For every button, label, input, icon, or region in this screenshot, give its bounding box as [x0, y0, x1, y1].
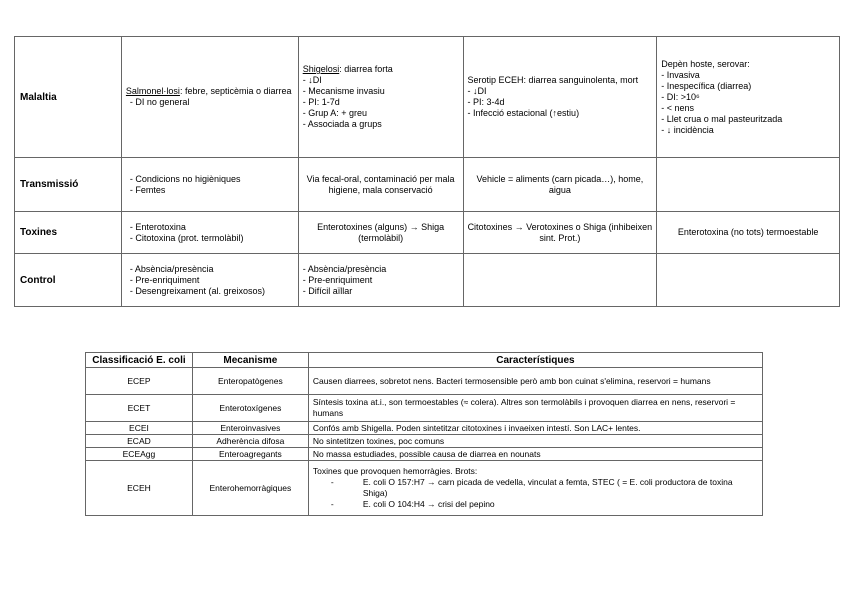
features-cell: No sintetitzen toxines, poc comuns — [308, 435, 762, 448]
cell-line: - Llet crua o mal pasteuritzada — [661, 113, 783, 124]
row-head: Toxines — [15, 212, 122, 254]
features-cell: No massa estudiades, possible causa de diarrea en nounats — [308, 448, 762, 461]
disease-desc: : diarrea forta — [339, 64, 393, 74]
table-row — [86, 461, 763, 516]
mechanism-cell: Enteroagregants — [192, 448, 308, 461]
cell-shigella-toxins: Enterotoxines (alguns) → Shiga (termolàbil) — [298, 212, 463, 254]
cell-line: - Condicions no higièniques — [129, 173, 241, 184]
cell-line: - Enterotoxina — [129, 221, 186, 232]
class-cell: ECET — [86, 395, 193, 422]
cell-line: - DI no general — [129, 97, 190, 107]
class-cell: ECEH — [86, 461, 193, 516]
bullet-item — [313, 477, 758, 499]
row-malaltia — [15, 37, 840, 158]
cell-ecoli-disease — [463, 37, 657, 158]
features-intro: Toxines que provoquen hemorràgies. Brots: — [312, 466, 478, 476]
cell-line: - Infecció estacional (↑estiu) — [467, 108, 580, 118]
cell-empty — [657, 158, 840, 212]
disease-desc: Depèn hoste, serovar: — [661, 58, 750, 69]
cell-line: - PI: 1-7d — [302, 97, 340, 107]
cell-line: - Invasiva — [661, 69, 700, 80]
cell-empty — [463, 254, 657, 307]
cell-line: - Associada a grups — [302, 119, 382, 129]
features-cell — [308, 461, 762, 516]
cell-salmonella-toxins — [121, 212, 298, 254]
mechanism-cell: Enteropatògenes — [192, 368, 308, 395]
class-cell: ECEAgg — [86, 448, 193, 461]
mechanism-cell: Enterotoxígenes — [192, 395, 308, 422]
cell-line: - ↓DI — [467, 86, 487, 96]
cell-line: - Grup A: + greu — [302, 108, 367, 118]
bullet-item — [313, 499, 758, 510]
cell-ecoli-transmission: Vehicle = aliments (carn picada…), home, aigua — [463, 158, 657, 212]
cell-line: - < nens — [661, 102, 694, 113]
table-row — [86, 435, 763, 448]
row-head: Control — [15, 254, 122, 307]
cell-shigella-disease — [298, 37, 463, 158]
bullet-dash: - — [330, 477, 334, 487]
bullet-text: E. coli O 104:H4 → crisi del pepino — [362, 499, 495, 509]
header-row — [86, 353, 763, 368]
cell-line: - ↓DI — [302, 75, 322, 85]
cell-salmonella-disease — [121, 37, 298, 158]
col-header-mecanisme: Mecanisme — [192, 353, 308, 368]
cell-shigella-control — [298, 254, 463, 307]
row-head: Transmissió — [15, 158, 122, 212]
class-cell: ECAD — [86, 435, 193, 448]
cell-ecoli-toxins: Citotoxines → Verotoxines o Shiga (inhibeixen sint. Prot.) — [463, 212, 657, 254]
cell-salmonella-transmission — [121, 158, 298, 212]
cell-line: - Mecanisme invasiu — [302, 86, 385, 96]
cell-line: - Pre-enriquiment — [129, 274, 200, 285]
mechanism-cell: Enteroinvasives — [192, 422, 308, 435]
row-transmissio — [15, 158, 840, 212]
col-header-caracteristiques: Característiques — [308, 353, 762, 368]
features-cell: Confós amb Shigella. Poden sintetitzar citotoxines i invaeixen intestí. Son LAC+ lentes. — [308, 422, 762, 435]
cell-line: - Difícil aïllar — [302, 285, 353, 296]
cell-line: - Absència/presència — [302, 263, 387, 274]
cell-line: - PI: 3-4d — [467, 97, 505, 107]
row-control — [15, 254, 840, 307]
disease-desc: Serotip ECEH: diarrea sanguinolenta, mort — [467, 75, 639, 85]
table-row — [86, 395, 763, 422]
cell-salmonella-control — [121, 254, 298, 307]
class-cell: ECEP — [86, 368, 193, 395]
col-header-classificacio: Classificació E. coli — [86, 353, 193, 368]
row-toxines — [15, 212, 840, 254]
features-cell: Síntesis toxina at.i., son termoestables (≈ colera). Altres son termolàbils i provoquen diarrea en nens, reservori = humans — [308, 395, 762, 422]
table-row — [86, 448, 763, 461]
cell-line: - ↓ incidència — [661, 124, 714, 135]
cell-line: - Citotoxina (prot. termolàbil) — [129, 232, 244, 243]
bullet-text: E. coli O 157:H7 → carn picada de vedella, vinculat a femta, STEC ( = E. coli productora de toxina Shiga) — [362, 477, 733, 498]
disease-title: Salmonel·losi — [125, 86, 180, 96]
table-row — [86, 422, 763, 435]
bullet-dash: - — [330, 499, 334, 509]
features-cell: Causen diarrees, sobretot nens. Bacteri termosensible però amb bon cuinat s'elimina, reservori = humans — [308, 368, 762, 395]
cell-line: - Desengreixament (al. greixosos) — [129, 285, 265, 296]
cell-line: - Inespecífica (diarrea) — [661, 80, 752, 91]
cell-empty — [657, 254, 840, 307]
mechanism-cell: Enterohemorràgiques — [192, 461, 308, 516]
cell-host-disease — [657, 37, 840, 158]
table-row — [86, 368, 763, 395]
class-cell: ECEI — [86, 422, 193, 435]
cell-shigella-transmission: Via fecal-oral, contaminació per mala higiene, mala conservació — [298, 158, 463, 212]
cell-line: - DI: >10⁶ — [661, 91, 700, 102]
cell-line: - Femtes — [129, 184, 166, 195]
cell-line: - Pre-enriquiment — [302, 274, 373, 285]
cell-host-toxins: Enterotoxina (no tots) termoestable — [657, 212, 840, 254]
cell-line: - Absència/presència — [129, 263, 214, 274]
disease-desc: : febre, septicèmia o diarrea — [179, 86, 292, 96]
ecoli-classification-table — [85, 352, 763, 516]
row-head: Malaltia — [15, 37, 122, 158]
disease-comparison-table — [14, 36, 840, 307]
disease-title: Shigelosi — [302, 64, 340, 74]
mechanism-cell: Adherència difosa — [192, 435, 308, 448]
